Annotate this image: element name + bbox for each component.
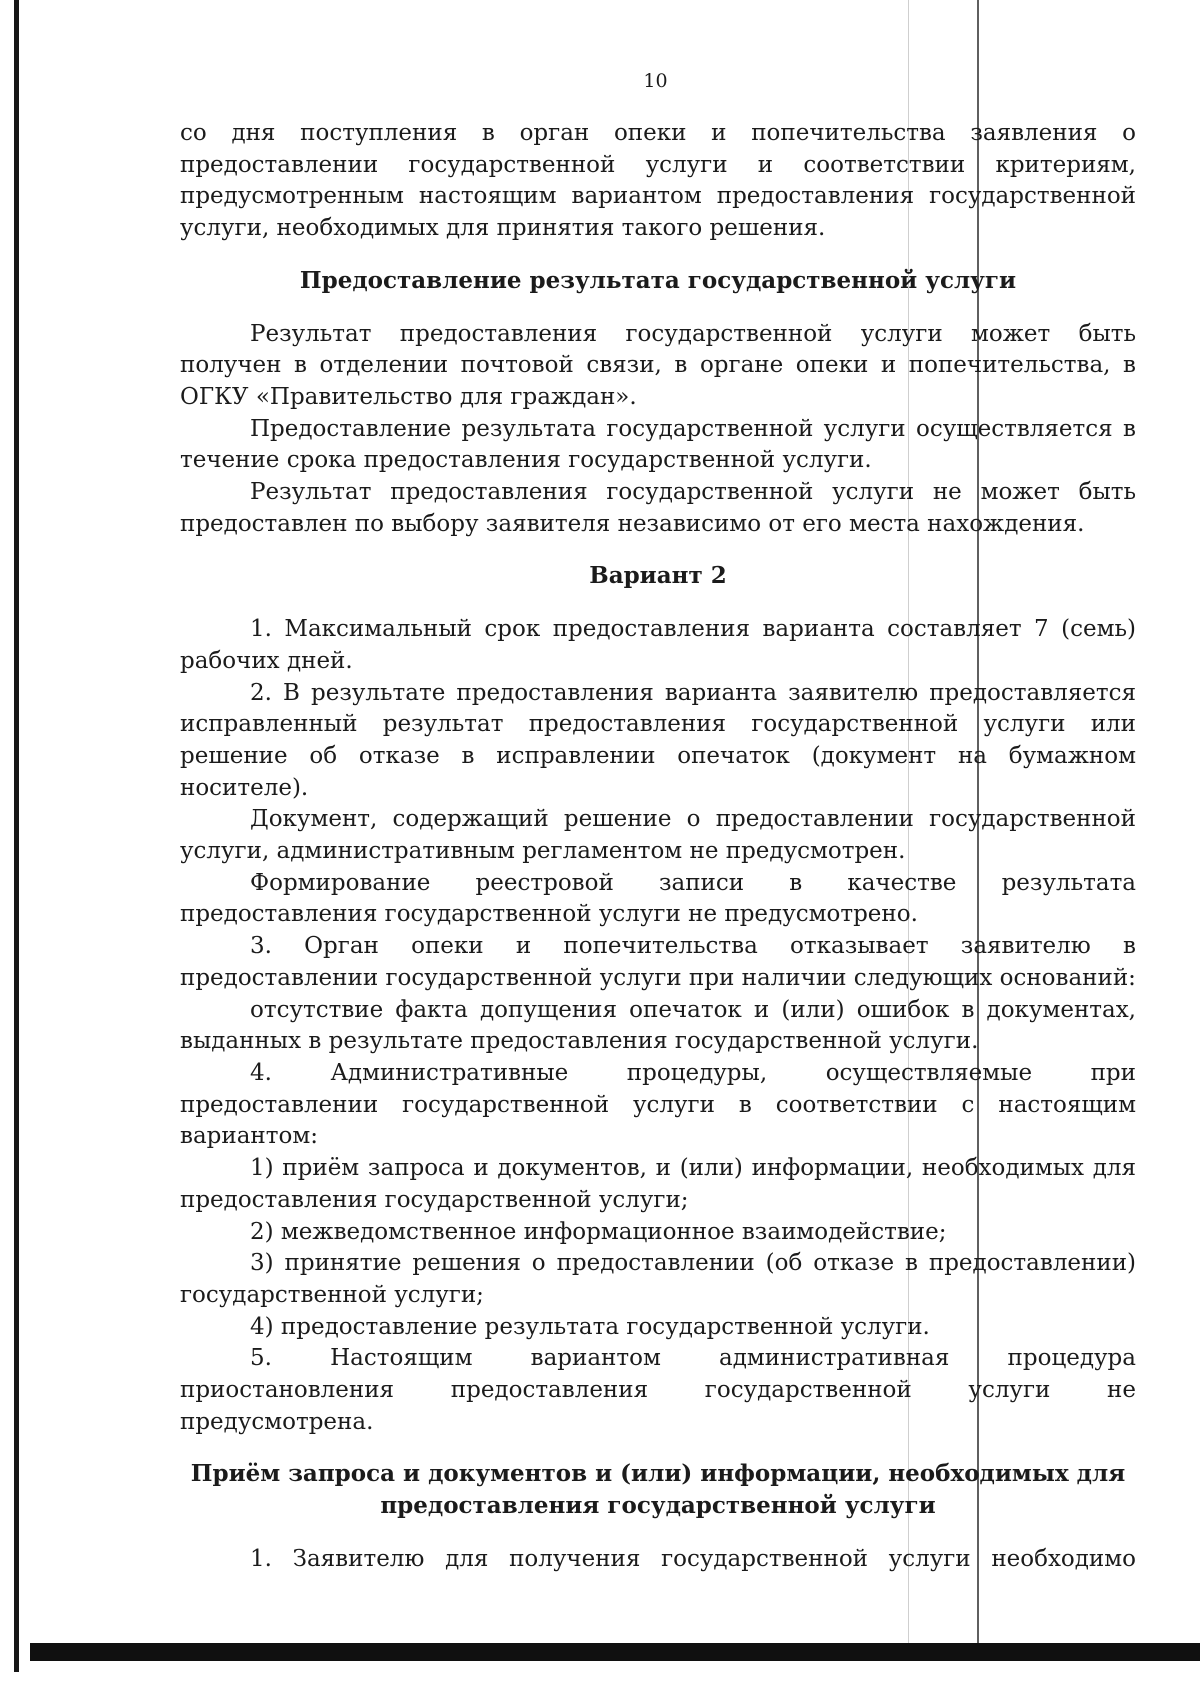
paragraph: 2. В результате предоставления варианта заявителю предоставляется исправленный результат предоставления государственной услуги или решение об отказе в исправлении опечаток (документ на бумажном носителе).	[180, 679, 1136, 801]
paragraph: 2) межведомственное информационное взаимодействие;	[250, 1218, 947, 1245]
section-heading: Предоставление результата государственной услуги	[299, 266, 1017, 294]
paragraph: 1) приём запроса и документов, и (или) информации, необходимых для предоставления государственной услуги;	[180, 1155, 1136, 1213]
spacer	[180, 1438, 1136, 1458]
spacer	[180, 245, 1136, 265]
document-body	[180, 118, 1136, 1576]
paragraph: 4. Административные процедуры, осуществляемые при предоставлении государственной услуги в соответствии с настоящим вариантом:	[180, 1059, 1136, 1150]
spacer	[180, 1522, 1136, 1544]
paragraph: 3) принятие решения о предоставлении (об отказе в предоставлении) государственной услуги;	[180, 1250, 1136, 1308]
paragraph: 1. Заявителю для получения государственной услуги необходимо	[250, 1545, 1136, 1572]
scan-edge-bottom	[30, 1643, 1200, 1661]
paragraph: 5. Настоящим вариантом административная процедура приостановления предоставления государственной услуги не предусмотрена.	[180, 1345, 1136, 1435]
paragraph: 1. Максимальный срок предоставления варианта составляет 7 (семь) рабочих дней.	[180, 616, 1136, 674]
spacer	[180, 297, 1136, 319]
paragraph: Документ, содержащий решение о предоставлении государственной услуги, административным регламентом не предусмотрен.	[180, 806, 1136, 865]
page-number: 10	[643, 70, 668, 92]
section-heading: Приём запроса и документов и (или) информации, необходимых для предоставления государственной услуги	[190, 1460, 1126, 1520]
paragraph: Результат предоставления государственной услуги может быть получен в отделении почтовой связи, в органе опеки и попечительства, в ОГКУ «Правительство для граждан».	[180, 320, 1136, 410]
paragraph: Результат предоставления государственной услуги не может быть предоставлен по выбору заявителя независимо от его места нахождения.	[180, 479, 1136, 537]
paragraph: Предоставление результата государственной услуги осуществляется в течение срока предоставления государственной услуги.	[180, 415, 1136, 474]
paragraph: Формирование реестровой записи в качестве результата предоставления государственной услуги не предусмотрено.	[180, 869, 1136, 928]
spacer	[180, 592, 1136, 614]
paragraph: отсутствие факта допущения опечаток и (или) ошибок в документах, выданных в результате предоставления государственной услуги.	[180, 996, 1136, 1055]
spacer	[180, 540, 1136, 560]
paragraph: 4) предоставление результата государственной услуги.	[250, 1313, 930, 1340]
paragraph: со дня поступления в орган опеки и попечительства заявления о предоставлении государственной услуги и соответствии критериям, предусмотренным настоящим вариантом предоставления государственной услуги, необходимых для принятия такого решения.	[180, 120, 1136, 242]
section-heading: Вариант 2	[589, 562, 727, 590]
scan-edge-left	[14, 0, 19, 1672]
paragraph: 3. Орган опеки и попечительства отказывает заявителю в предоставлении государственной услуги при наличии следующих оснований:	[180, 933, 1136, 991]
